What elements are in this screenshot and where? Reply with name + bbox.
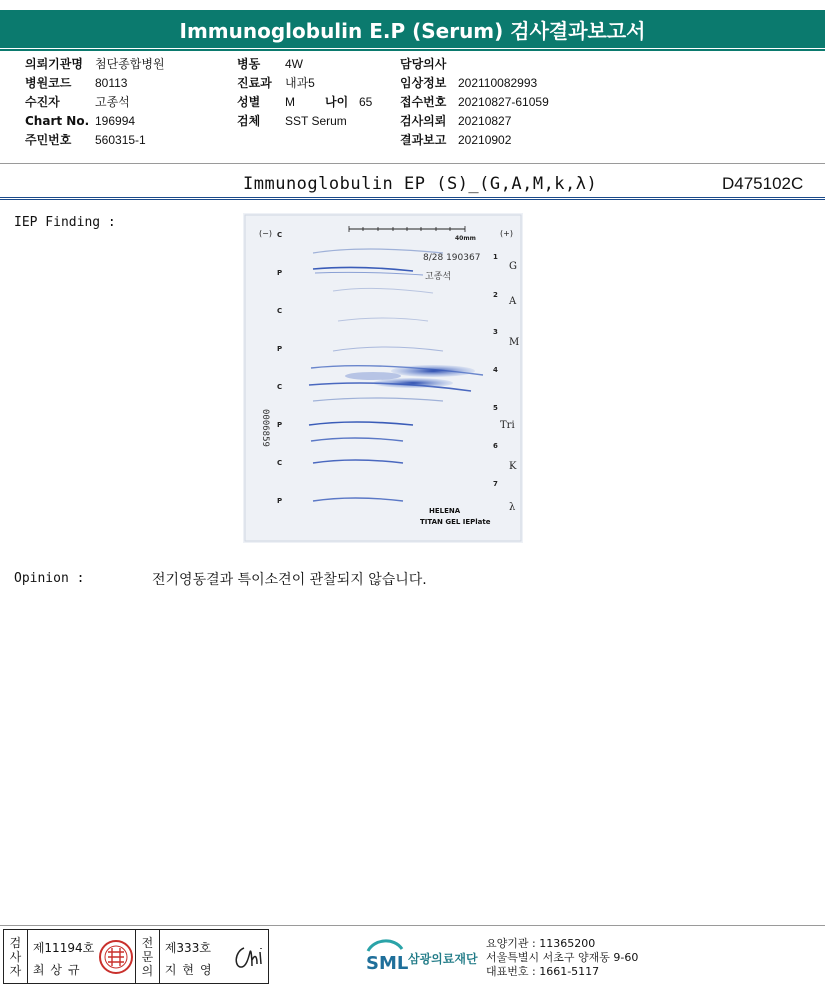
info-label: 담당의사 [400, 57, 447, 71]
info-row [400, 74, 549, 93]
info-row [400, 55, 549, 74]
gel-brand: HELENA [429, 507, 461, 515]
info-label: Chart No. [25, 114, 90, 128]
info-row [237, 93, 372, 112]
verifier-name: 최상규 [32, 963, 86, 977]
lane-letter: P [277, 421, 283, 429]
org-name: 삼광의료재단 [408, 952, 478, 966]
sig-title-char: 전 [141, 935, 154, 950]
patient-info-col2 [237, 55, 372, 131]
verifier-title [4, 930, 28, 983]
cathode-marker: (−) [259, 229, 272, 238]
divider [0, 49, 825, 51]
info-label: 수진자 [25, 95, 60, 109]
test-code: D475102C [722, 174, 804, 193]
info-row [400, 93, 549, 112]
info-label: 병동 [237, 57, 261, 71]
lane-number: 4 [493, 366, 498, 374]
info-value: 20210827 [458, 114, 512, 128]
sig-title-char: 문 [141, 949, 154, 964]
age-value: 65 [359, 95, 373, 109]
info-value: 첨단종합병원 [95, 57, 165, 71]
report-title-bar [0, 10, 825, 48]
info-value: 20210827-61059 [458, 95, 549, 109]
info-row [25, 74, 165, 93]
antiserum-label: A [509, 296, 517, 307]
gel-brand-sub: TITAN GEL IEPlate [420, 518, 491, 526]
info-row [237, 112, 372, 131]
sig-title-char: 사 [9, 949, 22, 964]
footer-line: 요양기관 : 11365200 [486, 937, 596, 950]
info-value: SST Serum [285, 114, 347, 128]
info-label: 결과보고 [400, 133, 447, 147]
anode-marker: (+) [500, 229, 513, 238]
lane-letter: C [277, 459, 283, 467]
info-value: 고종석 [95, 95, 130, 109]
opinion-text: 전기영동결과 특이소견이 관찰되지 않습니다. [152, 572, 427, 588]
info-row [25, 112, 165, 131]
sig-title-char: 자 [9, 963, 22, 978]
info-value: 202110082993 [458, 76, 538, 90]
report-title: Immunoglobulin E.P (Serum) 검사결과보고서 [179, 18, 646, 43]
footer-address [486, 937, 638, 979]
info-label: 병원코드 [25, 76, 72, 90]
lane-letter: C [277, 307, 283, 315]
handwritten-name: 고종석 [425, 272, 452, 282]
lane-letter: P [277, 269, 283, 277]
antiserum-label: λ [509, 502, 516, 513]
lane-letter: P [277, 345, 283, 353]
handwritten-signature-icon [230, 940, 266, 974]
divider [0, 197, 825, 198]
info-value: 196994 [95, 114, 136, 128]
info-label: 임상정보 [400, 76, 447, 90]
divider [0, 163, 825, 164]
info-label: 검체 [237, 114, 261, 128]
lane-letter: C [277, 383, 283, 391]
verifier-license-no: 제11194호 [32, 941, 95, 955]
info-row [25, 93, 165, 112]
protein-band [391, 365, 475, 377]
info-label: 검사의뢰 [400, 114, 447, 128]
seal-stamp-icon [98, 939, 134, 975]
info-row [237, 55, 372, 74]
lane-number: 1 [493, 253, 498, 261]
electrophoresis-gel-image [243, 213, 523, 543]
divider [0, 925, 825, 926]
info-value: 20210902 [458, 133, 512, 147]
footer-line: 서울특별시 서초구 양재동 9-60 [486, 951, 639, 964]
age-label: 나이 [325, 95, 349, 109]
test-title: Immunoglobulin EP (S)_(G,A,M,k,λ) [243, 174, 598, 194]
patient-info-col3 [400, 55, 549, 150]
doctor-title [136, 930, 160, 983]
antiserum-label: K [509, 461, 517, 472]
antiserum-label: G [509, 261, 517, 272]
info-value: 내과5 [285, 76, 315, 90]
info-row [25, 131, 165, 150]
handwritten-date: 8/28 190367 [423, 253, 481, 263]
sig-title-char: 검 [9, 935, 22, 950]
scale-label: 40mm [455, 235, 476, 242]
info-value: 80113 [95, 76, 128, 90]
doctor-license-no: 제333호 [164, 941, 211, 955]
iep-finding-label: IEP Finding : [14, 215, 116, 230]
footer-line: 대표번호 : 1661-5117 [486, 965, 600, 978]
lane-number: 3 [493, 328, 498, 336]
lane-number: 6 [493, 442, 498, 450]
lane-letter: P [277, 497, 283, 505]
logo-text: SML [366, 953, 409, 974]
opinion-label: Opinion : [14, 571, 85, 586]
info-row [400, 131, 549, 150]
protein-band [345, 372, 401, 380]
doctor-name: 지현영 [164, 963, 218, 977]
info-row [25, 55, 165, 74]
info-label: 의뢰기관명 [25, 57, 83, 71]
sig-title-char: 의 [141, 963, 154, 978]
info-row [400, 112, 549, 131]
divider [0, 199, 825, 200]
info-row [237, 74, 372, 93]
info-value: 560315-1 [95, 133, 146, 147]
lane-letter: C [277, 231, 283, 239]
antiserum-label: Tri [500, 420, 515, 431]
info-value: M [285, 95, 295, 109]
info-label: 진료과 [237, 76, 272, 90]
info-label: 접수번호 [400, 95, 447, 109]
info-value: 4W [285, 57, 303, 71]
gel-side-number: 0006859 [260, 409, 270, 447]
doctor-cell [160, 930, 268, 983]
patient-info-col1 [25, 55, 165, 150]
lane-number: 7 [493, 480, 498, 488]
antiserum-label: M [509, 337, 520, 348]
verifier-cell [28, 930, 136, 983]
info-label: 성별 [237, 95, 261, 109]
lane-number: 2 [493, 291, 498, 299]
lane-number: 5 [493, 404, 498, 412]
signature-box [3, 929, 269, 984]
info-label: 주민번호 [25, 133, 72, 147]
